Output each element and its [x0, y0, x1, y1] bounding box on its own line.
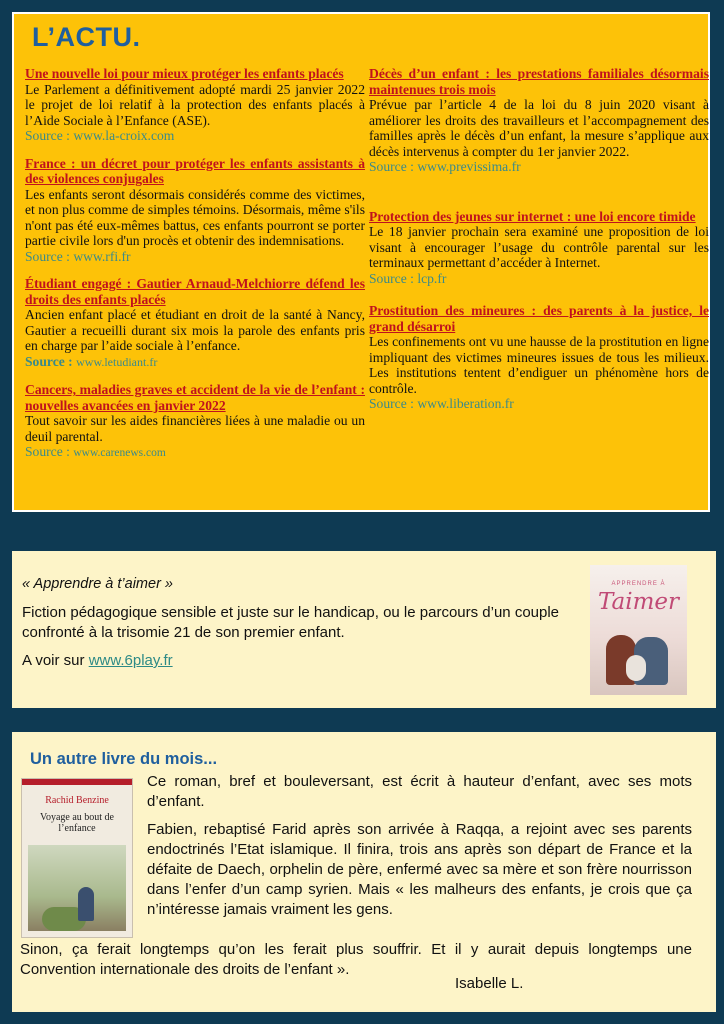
news-item [25, 276, 365, 370]
book-signature: Isabelle L. [455, 975, 524, 992]
poster-figure-child [626, 655, 646, 681]
cover-child [78, 887, 94, 921]
news-headline[interactable]: Protection des jeunes sur internet : une loi encore timide [369, 208, 696, 224]
news-source [25, 128, 365, 144]
watch-link[interactable]: www.6play.fr [88, 652, 173, 669]
source-link[interactable]: www.rfi.fr [73, 248, 131, 264]
poster-title-text: Taimer [597, 589, 680, 615]
source-link[interactable]: lcp.fr [417, 270, 447, 286]
book-paragraph-3: Sinon, ça ferait longtemps qu’on les ferait plus souffrir. Et il y aurait depuis longtemps une Convention internationale des droits de l’enfant ». [20, 941, 692, 978]
cover-title: Voyage au bout de l’enfance [40, 812, 114, 834]
book-paragraph-2: Fabien, rebaptisé Farid après son arrivée à Raqqa, a rejoint avec ses parents endoctrinés l’Etat islamique. Il finira, trois ans après son départ de France et la défaite de Daech, orphelin de père, enfermé avec sa mère et son frère nourrisson dans l’enfer d’un camp syrien. Mais « les malheurs des enfants, je crois que ça n’intéresse jamais vraiment les gens. [147, 821, 692, 918]
actu-right-column [369, 66, 709, 424]
source-label: Source : [25, 444, 74, 459]
watch-prefix: A voir sur [22, 652, 89, 669]
news-source [25, 444, 365, 462]
source-link[interactable]: www.liberation.fr [417, 396, 514, 411]
cover-illustration [28, 845, 126, 931]
book-paragraph-1: Ce roman, bref et bouleversant, est écrit à hauteur d’enfant, avec ses mots d’enfant. [147, 773, 692, 810]
book-heading: Un autre livre du mois... [30, 750, 218, 768]
news-item [369, 303, 709, 412]
news-text: Prévue par l’article 4 de la loi du 8 juin 2020 visant à améliorer les droits des travailleurs et l’accompagnement des familles après le décès d’un enfant, la mesure s’applique aux décès intervenus à compter du 1er janvier 2022. [369, 97, 709, 159]
news-text: Les confinements ont vu une hausse de la prostitution en ligne impliquant des victimes mineures issues de tous les milieux. Les institutions tentent d’endiguer un phénomène hors de contrôle. [369, 334, 709, 396]
actu-panel [12, 12, 710, 512]
news-headline[interactable]: Une nouvelle loi pour mieux protéger les enfants placés [25, 66, 344, 81]
film-poster-image [590, 565, 687, 695]
film-title: « Apprendre à t’aimer » [22, 576, 173, 592]
source-link[interactable]: www.la-croix.com [73, 128, 175, 143]
news-text: Le Parlement a définitivement adopté mardi 25 janvier 2022 le projet de loi relatif à la protection des enfants placés à l’Aide Sociale à l’Enfance (ASE). [25, 81, 365, 128]
source-link[interactable]: www.carenews.com [73, 447, 166, 459]
source-label: Source : [369, 270, 418, 286]
book-cover-image [21, 778, 133, 938]
news-headline[interactable]: Cancers, maladies graves et accident de la vie de l’enfant : nouvelles avancées en janvier 2022 [25, 382, 365, 413]
cover-author: Rachid Benzine [45, 795, 109, 806]
news-text: Tout savoir sur les aides financières liées à une maladie ou un deuil parental. [25, 413, 365, 444]
film-panel [12, 551, 716, 708]
book-panel [12, 732, 716, 1012]
news-headline[interactable]: Prostitution des mineures : des parents à la justice, le grand désarroi [369, 303, 709, 334]
news-source [369, 396, 709, 412]
news-source [369, 159, 709, 175]
news-source [369, 271, 709, 287]
source-link[interactable]: www.letudiant.fr [76, 354, 158, 369]
actu-title: L’ACTU. [32, 22, 141, 52]
news-item [25, 382, 365, 462]
film-description: Fiction pédagogique sensible et juste sur le handicap, ou le parcours d’un couple confronté à la trisomie 21 de son premier enfant. [22, 604, 560, 641]
news-headline[interactable]: Décès d’un enfant : les prestations familiales désormais maintenues trois mois [369, 66, 709, 97]
news-text: Le 18 janvier prochain sera examiné une proposition de loi visant à encourager l’usage du contrôle parental sur les terminaux permettant d’accéder à Internet. [369, 224, 709, 270]
source-label: Source : [25, 128, 74, 143]
news-text: Ancien enfant placé et étudiant en droit de la santé à Nancy, Gautier a recueilli durant six mois la parole des enfants pris en charge par l’aide sociale à l’enfance. [25, 307, 365, 353]
news-headline[interactable]: France : un décret pour protéger les enfants assistants à des violences conjugales [25, 155, 365, 186]
actu-left-column [25, 66, 365, 474]
news-item [25, 66, 365, 144]
poster-top-text: APPRENDRE À [611, 581, 666, 587]
source-label: Source : [25, 353, 77, 369]
news-headline[interactable]: Étudiant engagé : Gautier Arnaud-Melchiorre défend les droits des enfants placés [25, 276, 365, 307]
source-label: Source : [25, 248, 74, 264]
source-label: Source : [369, 159, 418, 174]
news-item [369, 66, 709, 175]
cover-top-bar [22, 779, 132, 785]
news-source [25, 354, 365, 371]
source-label: Source : [369, 396, 418, 411]
news-source [25, 249, 365, 265]
source-link[interactable]: www.previssima.fr [417, 159, 521, 174]
news-item [25, 156, 365, 265]
news-item [369, 209, 709, 287]
news-text: Les enfants seront désormais considérés comme des victimes, et non plus comme de simples témoins. Désormais, même s'ils n'ont pas été eux-mêmes battus, ces enfants pourront se porter partie civile lors d'un procès et obtenir des indemnisations. [25, 186, 365, 248]
film-watch-line [22, 652, 173, 669]
